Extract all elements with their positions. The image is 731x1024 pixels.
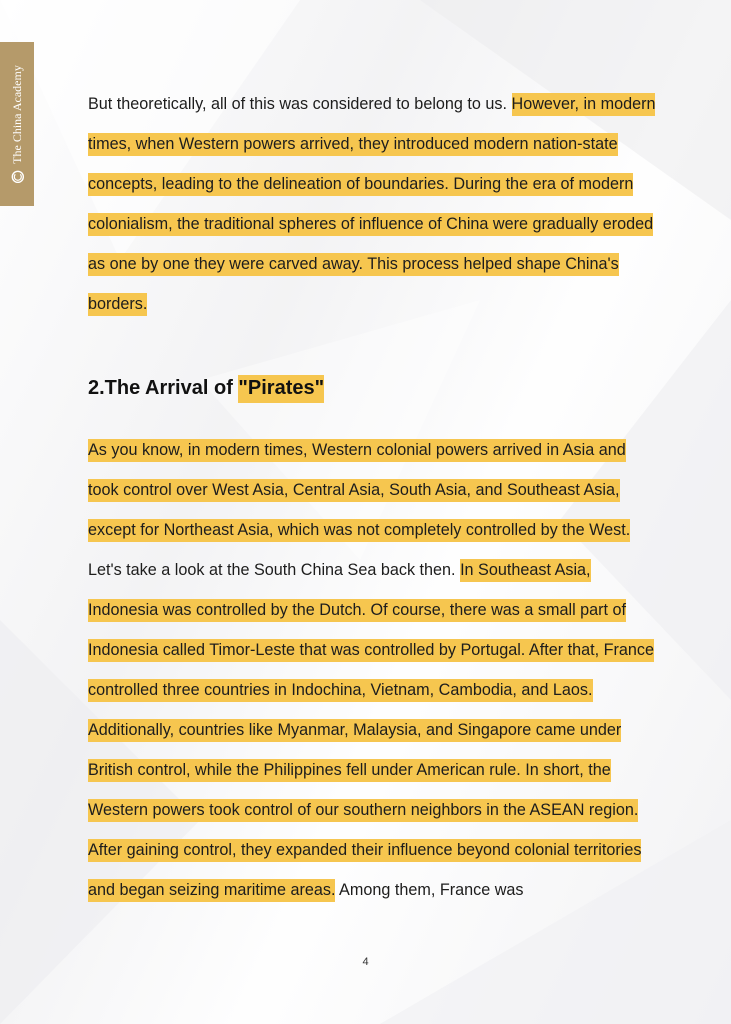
paragraph-2	[88, 430, 658, 910]
section-heading-prefix: 2.The Arrival of	[88, 377, 239, 399]
brand-side-tab	[0, 42, 34, 206]
brand-label-group	[10, 65, 25, 184]
paragraph-2-plain-1: Let's take a look at the South China Sea back then.	[88, 561, 461, 579]
paragraph-1-plain: But theoretically, all of this was considered to belong to us.	[88, 95, 512, 113]
document-body	[88, 84, 658, 910]
section-heading-highlight: "Pirates"	[238, 375, 324, 403]
paragraph-2-highlight-1: As you know, in modern times, Western colonial powers arrived in Asia and took control over West Asia, Central Asia, South Asia, and Southeast Asia, except for Northeast Asia, which was not completely controlled by the West.	[88, 439, 630, 542]
section-heading	[88, 374, 658, 402]
paragraph-1-highlight: However, in modern times, when Western powers arrived, they introduced modern nation-state concepts, leading to the delineation of boundaries. During the era of modern colonialism, the traditional spheres of influence of China were gradually eroded as one by one they were carved away. This process helped shape China's borders.	[88, 93, 655, 316]
china-academy-logo-icon	[10, 169, 24, 183]
brand-name: The China Academy	[9, 64, 24, 164]
page-number: 4	[362, 956, 369, 968]
paragraph-1	[88, 84, 658, 324]
paragraph-2-plain-2: Among them, France was	[335, 881, 524, 899]
paragraph-2-highlight-2: In Southeast Asia, Indonesia was controlled by the Dutch. Of course, there was a small part of Indonesia called Timor-Leste that was controlled by Portugal. After that, France controlled three countries in Indochina, Vietnam, Cambodia, and Laos. Additionally, countries like Myanmar, Malaysia, and Singapore came under British control, while the Philippines fell under American rule. In short, the Western powers took control of our southern neighbors in the ASEAN region. After gaining control, they expanded their influence beyond colonial territories and began seizing maritime areas.	[88, 559, 654, 902]
